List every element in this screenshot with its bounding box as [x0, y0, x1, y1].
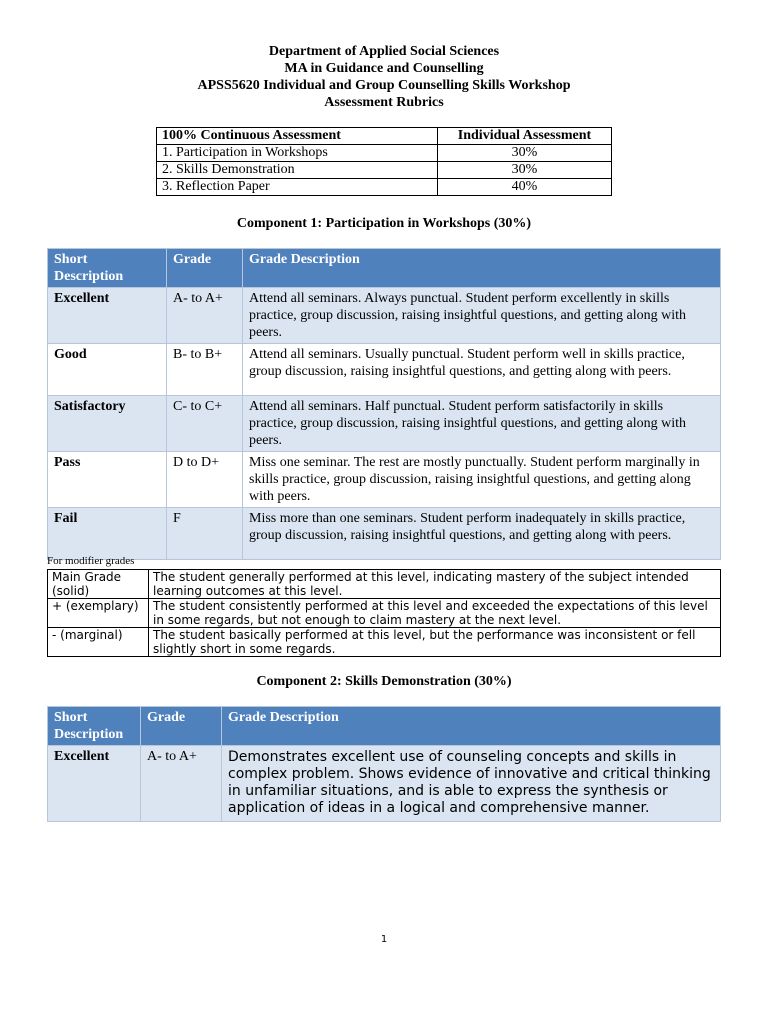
- modifier-description: The student basically performed at this level, but the performance was inconsistent or fell slightly short in some regards.: [149, 628, 721, 657]
- grade-description: Miss more than one seminars. Student perform inadequately in skills practice, group discussion, raising insightful questions, and getting along with peers.: [243, 508, 721, 560]
- column-header: Short Description: [48, 249, 167, 288]
- grade-description: Attend all seminars. Usually punctual. Student perform well in skills practice, group discussion, raising insightful questions, and getting along with peers.: [243, 344, 721, 396]
- modifier-description: The student consistently performed at this level and exceeded the expectations of this level in some regards, but not enough to claim mastery at the next level.: [149, 599, 721, 628]
- table-row: [48, 452, 721, 508]
- grade-range: A- to A+: [141, 746, 222, 822]
- rubrics-title: Assessment Rubrics: [324, 95, 444, 110]
- short-description: Pass: [48, 452, 167, 508]
- department-title: Department of Applied Social Sciences: [268, 44, 500, 59]
- page-number: 1: [380, 934, 388, 945]
- table-header-row: [48, 249, 721, 288]
- table-row: [48, 746, 721, 822]
- column-header: Grade: [167, 249, 243, 288]
- short-description: Excellent: [48, 288, 167, 344]
- column-header: Grade: [141, 707, 222, 746]
- short-description: Fail: [48, 508, 167, 560]
- grade-description: Miss one seminar. The rest are mostly punctually. Student perform marginally in skills practice, group discussion, raising insightful questions, and getting along with peers.: [243, 452, 721, 508]
- grade-description: Attend all seminars. Half punctual. Student perform satisfactorily in skills practice, group discussion, raising insightful questions, and getting along with peers.: [243, 396, 721, 452]
- short-description: Good: [48, 344, 167, 396]
- table-row: [157, 162, 612, 179]
- table-row: [48, 599, 721, 628]
- assessment-weight-table: [156, 127, 612, 196]
- table-row: [48, 396, 721, 452]
- component1-rubric-table: [47, 248, 721, 560]
- modifier-grades-table: [47, 569, 721, 657]
- assessment-weight: 30%: [438, 162, 612, 179]
- modifier-description: The student generally performed at this level, indicating mastery of the subject intended learning outcomes at this level.: [149, 570, 721, 599]
- grade-description: Demonstrates excellent use of counseling concepts and skills in complex problem. Shows evidence of innovative and critical thinking in unfamiliar situations, and is able to express the synthesis or application of ideas in a logical and comprehensive manner.: [222, 746, 721, 822]
- table-header-row: [157, 128, 612, 145]
- grade-range: B- to B+: [167, 344, 243, 396]
- modifier-grade: Main Grade (solid): [48, 570, 149, 599]
- column-header: Grade Description: [222, 707, 721, 746]
- programme-title: MA in Guidance and Counselling: [284, 61, 484, 76]
- assessment-weight: 30%: [438, 145, 612, 162]
- table-row: [157, 179, 612, 196]
- grade-range: D to D+: [167, 452, 243, 508]
- assessment-weight: 40%: [438, 179, 612, 196]
- table-row: [48, 288, 721, 344]
- column-header: 100% Continuous Assessment: [157, 128, 438, 145]
- component2-rubric-table: [47, 706, 721, 822]
- column-header: Individual Assessment: [438, 128, 612, 145]
- assessment-name: 1. Participation in Workshops: [157, 145, 438, 162]
- short-description: Excellent: [48, 746, 141, 822]
- grade-range: F: [167, 508, 243, 560]
- assessment-name: 2. Skills Demonstration: [157, 162, 438, 179]
- table-header-row: [48, 707, 721, 746]
- document-header: [0, 43, 768, 111]
- assessment-name: 3. Reflection Paper: [157, 179, 438, 196]
- column-header: Short Description: [48, 707, 141, 746]
- short-description: Satisfactory: [48, 396, 167, 452]
- modifier-label: For modifier grades: [47, 555, 135, 567]
- grade-range: C- to C+: [167, 396, 243, 452]
- modifier-grade: - (marginal): [48, 628, 149, 657]
- table-row: [48, 628, 721, 657]
- component1-title: Component 1: Participation in Workshops (30%): [236, 216, 532, 231]
- grade-range: A- to A+: [167, 288, 243, 344]
- course-title: APSS5620 Individual and Group Counselling Skills Workshop: [197, 78, 571, 93]
- modifier-grade: + (exemplary): [48, 599, 149, 628]
- table-row: [48, 344, 721, 396]
- column-header: Grade Description: [243, 249, 721, 288]
- grade-description: Attend all seminars. Always punctual. Student perform excellently in skills practice, group discussion, raising insightful questions, and getting along with peers.: [243, 288, 721, 344]
- table-row: [48, 508, 721, 560]
- component2-title: Component 2: Skills Demonstration (30%): [256, 674, 512, 689]
- table-row: [157, 145, 612, 162]
- table-row: [48, 570, 721, 599]
